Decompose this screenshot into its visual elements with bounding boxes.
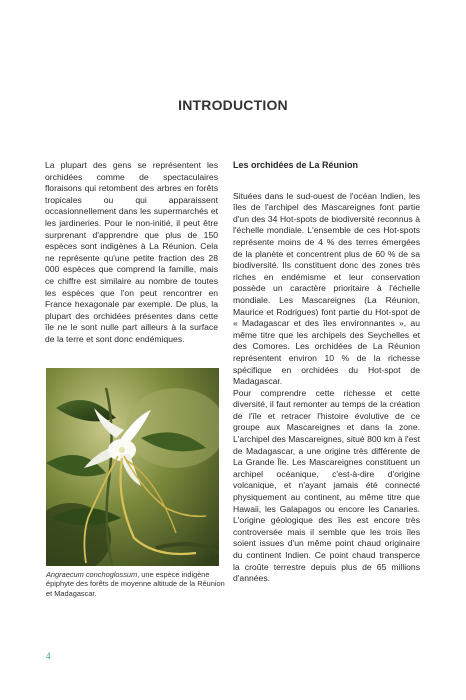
body-paragraph-2: Pour comprendre cette richesse et cette diversité, il faut remonter au temps de la création de l'île et retracer l'histoire évolutive de ce groupe aux Mascareignes et dans la zone. L'archipel des Mascareignes, situé 800 km à l'est de Madagascar, a une origine très différente de La Grande Île. Les Mascareignes constituent un archipel océanique, c'est-à-dire d'origine volcanique, et n'ayant jamais été connecté physiquement au continent, au même titre que Hawaii, les Galapagos ou encore les Canaries. L'origine géologique des îles est encore très controversée mais il semble que les trois îles soient issues d'un même point chaud originaire du continent Indien. Ce point chaud transperce la croûte terrestre depuis plus de 65 millions d'années. [233, 387, 420, 584]
page-title: INTRODUCTION [178, 97, 288, 113]
orchid-photo [46, 368, 219, 566]
caption-text: , une espèce indigène épiphyte des forêts de moyenne altitude de la Réunion et Madagascar. [46, 570, 225, 598]
left-column [45, 160, 218, 346]
intro-paragraph: La plupart des gens se représentent les orchidées comme de spectaculaires floraisons qui retombent des arbres en forêts tropicales ou qui apparaissent occasionnellement dans les supermarchés et les jardineries. Pour le non-initié, il peut être surprenant d'apprendre que plus de 150 espèces sont indigènes à La Réunion. Cela ne représente qu'une petite fraction des 28 000 espèces que comprend la famille, mais ce chiffre est similaire au nombre de toutes les espèces que l'on peut rencontrer en France hexagonale par exemple. De plus, la plupart des orchidées présentes dans cette île ne le sont nulle part ailleurs à la surface de la terre et sont donc endémiques. [45, 160, 218, 344]
right-column [233, 160, 420, 585]
body-paragraph-1: Situées dans le sud-ouest de l'océan Indien, les îles de l'archipel des Mascareignes font partie d'un des 34 Hot-spots de biodiversité reconnus à l'échelle mondiale. L'ensemble de ces Hot-spots représente moins de 4 % des terres émergées de la planète et concentrent plus de 60 % de sa biodiversité. Ils constituent donc des zones très riches en endémisme et leur conservation possède un caractère prioritaire à l'échelle mondiale. Les Mascareignes (La Réunion, Maurice et Rodrigues) font partie du Hot-spot de « Madagascar et des îles environnantes », au même titre que les archipels des Seychelles et des Comores. Les orchidées de La Réunion représentent environ 10 % de la richesse spécifique en orchidées du Hot-spot de Madagascar. [233, 190, 420, 387]
caption-species: Angraecum conchoglossum [46, 570, 138, 579]
photo-caption [46, 570, 226, 598]
section-heading: Les orchidées de La Réunion [233, 160, 359, 170]
page-number: 4 [46, 651, 51, 661]
